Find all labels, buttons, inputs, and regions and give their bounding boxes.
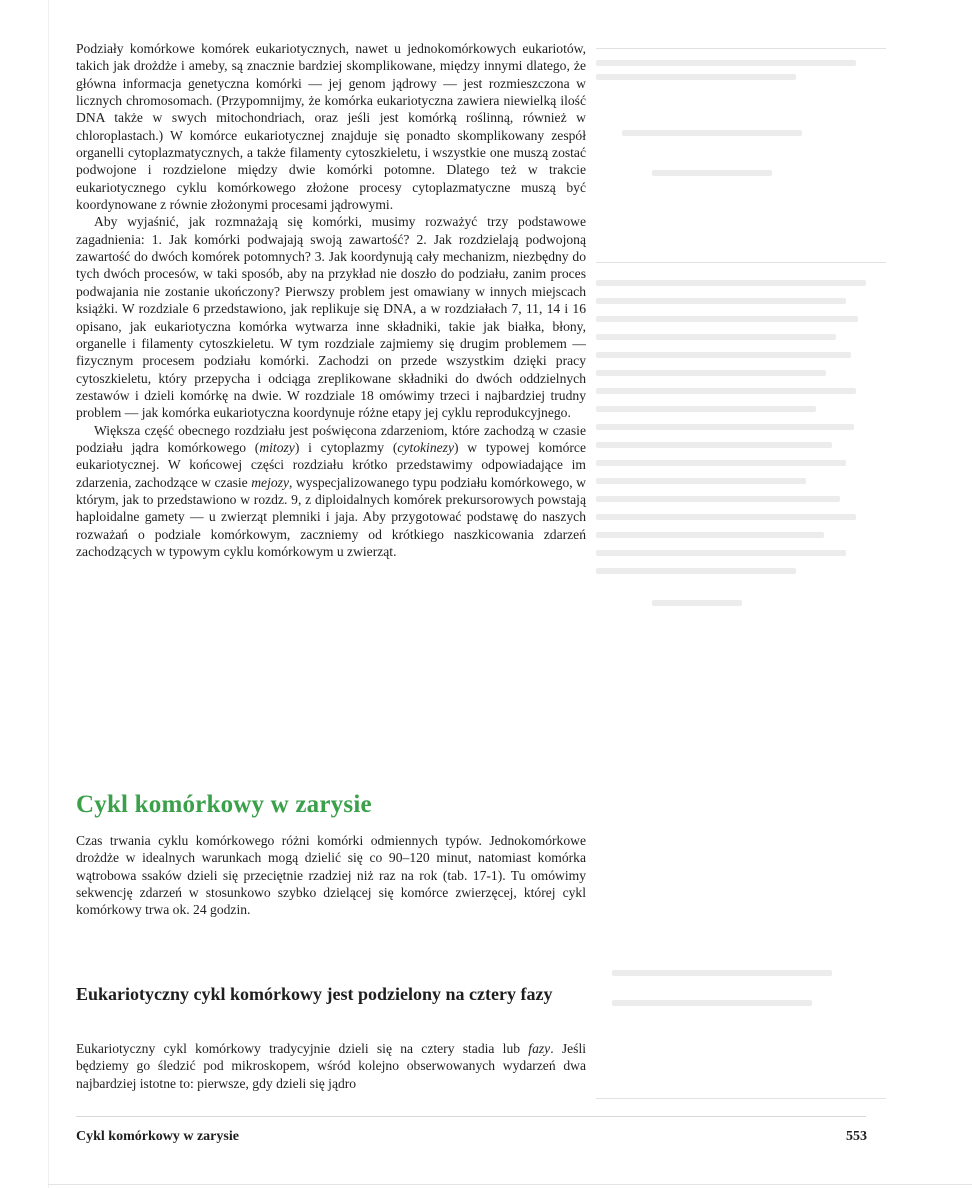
term-mitosis: mitozy <box>259 439 295 455</box>
page-edge-left <box>48 0 49 1188</box>
subsection-paragraph: Eukariotyczny cykl komórkowy tradycyjnie dzieli się na cztery stadia lub fazy. Jeśli będziemy go śledzić pod mikroskopem, wśród kolejno obserwowanych wydarzeń dwa najbardziej istotne to: pierwsze, gdy dzieli się jądro <box>76 1041 587 1091</box>
section-text <box>76 832 586 919</box>
section-paragraph: Czas trwania cyklu komórkowego różni komórki odmiennych typów. Jednokomórkowe drożdże w idealnych warunkach mogą dzielić się co 90–120 minut, natomiast komórka wątrobowa ssaków dzieli się przeciętnie rzadziej niż raz na rok (tab. 17-1). Tu omówimy sekwencję zdarzeń w stosunkowo szybko dzielącej się komórce zwierzęcej, której cykl komórkowy trwa ok. 24 godzin. <box>76 833 586 918</box>
paragraph-3: Większa część obecnego rozdziału jest poświęcona zdarzeniom, które zachodzą w czasie podziału jądra komórkowego (mitozy) i cytoplazmy (cytokinezy) w typowej komórce eukariotycznej. W końcowej części rozdziału krótko przedstawimy odpowiadające im zdarzenia, zachodzące w czasie mejozy, wyspecjalizowanego typu podziału komórkowego, w którym, jak to przedstawiono w rozdz. 9, z diploidalnych komórek prekursorowych powstają haploidalne gamety — u zwierząt plemniki i jaja. Aby przygotować podstawę do naszych rozważań o podziale komórkowym, zaczniemy od krótkiego naszkicowania zdarzeń zachodzących w typowym cyklu komórkowym u zwierząt. <box>76 422 586 559</box>
margin-show-through <box>592 40 892 1120</box>
page-number: 553 <box>846 1129 867 1144</box>
subsection-text <box>76 1040 586 1092</box>
term-phases: fazy <box>528 1041 551 1056</box>
term-meiosis: mejozy <box>251 474 289 490</box>
section-heading: Cykl komórkowy w zarysie <box>76 791 372 818</box>
footer-rule <box>76 1116 866 1117</box>
subsection-heading: Eukariotyczny cykl komórkowy jest podzielony na cztery fazy <box>76 984 553 1004</box>
paragraph-2: Aby wyjaśnić, jak rozmnażają się komórki, musimy rozważyć trzy podstawowe zagadnienia: 1. Jak komórki podwajają swoją zawartość? 2. Jak rozdzielają podwojoną zawartość do dwóch komórek potomnych? 3. Jak koordynują cały mechanizm, niezbędny do tych dwóch procesów, w taki sposób, aby na przykład nie doszło do podziału, zanim proces podwajania nie zostanie ukończony? Pierwszy problem jest omawiany w innych miejscach książki. W rozdziale 6 przedstawiono, jak replikuje się DNA, a w rozdziałach 7, 11, 14 i 16 opisano, jak eukariotyczna komórka wytwarza inne składniki, takie jak białka, błony, organelle i filamenty cytoszkieletu. W tym rozdziale zajmiemy się drugim problemem — fizycznym procesem podziału komórki. Zachodzi on przede wszystkim dzięki pracy cytoszkieletu, który przepycha i odciąga zreplikowane składniki do dwóch oddzielnych zestawów i dzieli komórkę na dwie. W rozdziale 18 omówimy trzeci i najbardziej trudny problem — jak komórka eukariotyczna koordynuje różne etapy jej cyklu reprodukcyjnego. <box>76 214 586 421</box>
paragraph-1: Podziały komórkowe komórek eukariotycznych, nawet u jednokomórkowych eukariotów, takich jak drożdże i ameby, są znacznie bardziej skomplikowane, między innymi dlatego, że główna informacja genetyczna komórki — jej genom jądrowy — jest rozmieszczona w licznych chromosomach. (Przypomnijmy, że komórka eukariotyczna zawiera niewielką ilość DNA także w swych mitochondriach, oraz jeśli jest komórką roślinną, również w chloroplastach.) W komórce eukariotycznej znajduje się ponadto skomplikowany zespół organelli cytoplazmatycznych, a także filamenty cytoszkieletu, i wszystkie one muszą zostać podwojone i rozdzielone między dwie komórki potomne. Dlatego też w trakcie eukariotycznego cyklu komórkowego złożone procesy cytoplazmatyczne muszą być koordynowane z równie złożonymi procesami jądrowymi. <box>76 41 586 213</box>
page-edge-bottom <box>48 1184 972 1185</box>
term-cytokinesis: cytokinezy <box>397 439 454 455</box>
intro-text <box>76 40 586 560</box>
running-footer-title: Cykl komórkowy w zarysie <box>76 1129 239 1144</box>
